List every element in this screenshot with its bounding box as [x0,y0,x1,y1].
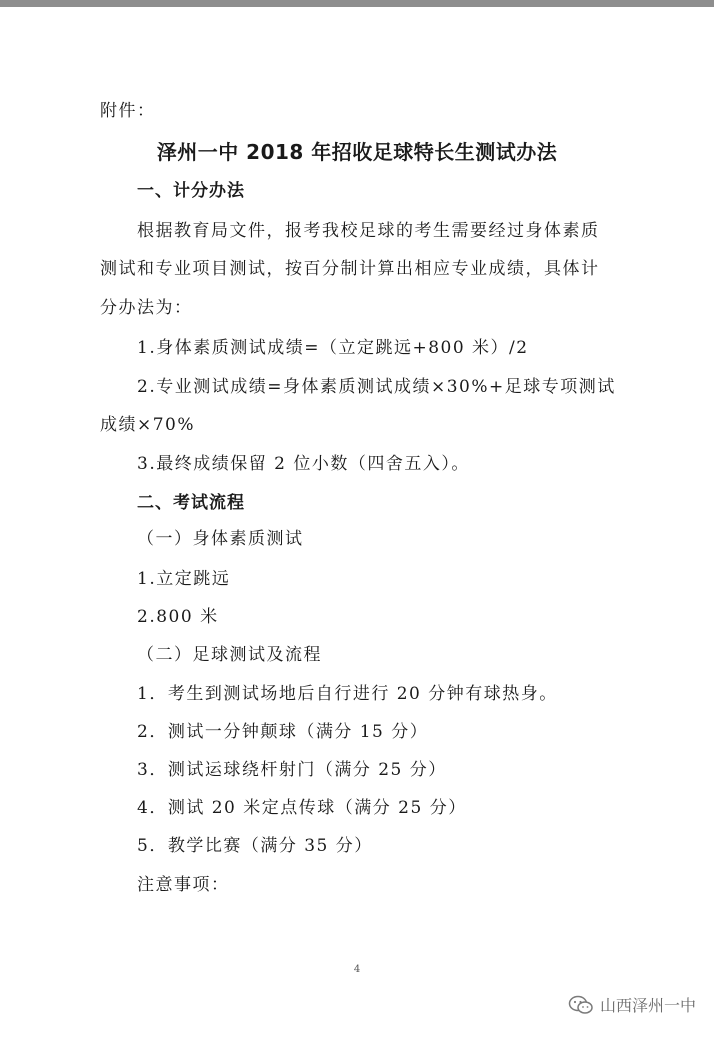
document-title: 泽州一中 2018 年招收足球特长生测试办法 [156,140,558,164]
rule-item: 1.身体素质测试成绩=（立定跳远+800 米）/2 [137,338,529,358]
top-border [0,0,714,7]
subsection-heading: （二）足球测试及流程 [137,645,322,665]
paragraph-line: 根据教育局文件，报考我校足球的考生需要经过身体素质 [137,221,600,241]
list-item: 5．教学比赛（满分 35 分） [137,836,373,856]
list-item: 2.800 米 [137,607,219,627]
section2-heading: 二、考试流程 [137,493,245,513]
list-item: 1.立定跳远 [137,569,231,589]
list-item: 1．考生到测试场地后自行进行 20 分钟有球热身。 [137,684,558,704]
paragraph-line: 分办法为： [100,298,193,318]
list-item: 3．测试运球绕杆射门（满分 25 分） [137,760,447,780]
subsection-heading: （一）身体素质测试 [137,529,304,549]
watermark [568,993,696,1016]
document-page [0,7,714,1040]
rule-item-continued: 成绩×70% [100,415,196,435]
rule-item: 3.最终成绩保留 2 位小数（四舍五入）。 [137,454,470,474]
section1-heading: 一、计分办法 [137,181,245,201]
list-item: 4．测试 20 米定点传球（满分 25 分） [137,798,467,818]
notes-label: 注意事项： [137,875,230,895]
attachment-label: 附件： [100,101,156,121]
watermark-text: 山西泽州一中 [599,996,696,1015]
rule-item: 2.专业测试成绩=身体素质测试成绩×30%+足球专项测试 [137,377,616,397]
list-item: 2．测试一分钟颠球（满分 15 分） [137,722,429,742]
page-number: 4 [353,964,361,975]
paragraph-line: 测试和专业项目测试，按百分制计算出相应专业成绩，具体计 [100,259,600,279]
wechat-icon [568,995,594,1015]
